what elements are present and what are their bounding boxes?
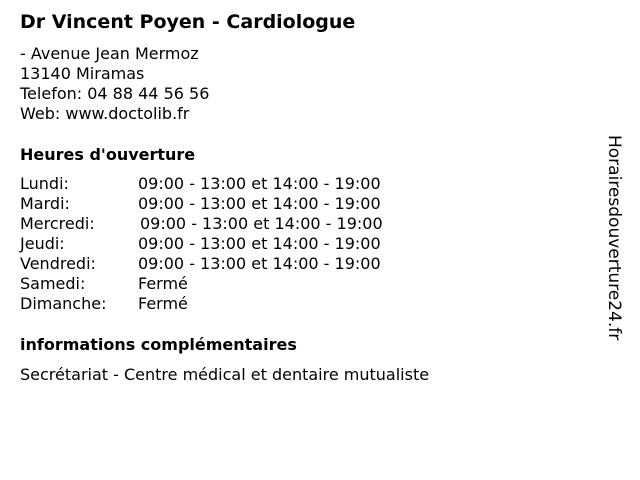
day-label: Vendredi: <box>20 254 96 273</box>
hours-value: Fermé <box>138 294 188 313</box>
day-label: Samedi: <box>20 274 86 293</box>
address-street: - Avenue Jean Mermoz <box>20 44 199 63</box>
site-watermark: Horairesdouverture24.fr <box>604 135 624 341</box>
day-label: Lundi: <box>20 174 69 193</box>
hours-value: 09:00 - 13:00 et 14:00 - 19:00 <box>138 174 381 193</box>
hours-value: 09:00 - 13:00 et 14:00 - 19:00 <box>140 214 383 233</box>
day-label: Mercredi: <box>20 214 95 233</box>
hours-value: 09:00 - 13:00 et 14:00 - 19:00 <box>138 254 381 273</box>
day-label: Mardi: <box>20 194 70 213</box>
day-label: Dimanche: <box>20 294 107 313</box>
address-city: 13140 Miramas <box>20 64 145 83</box>
address-block <box>20 44 209 124</box>
additional-info-text: Secrétariat - Centre médical et dentaire mutualiste <box>20 365 430 384</box>
hours-value: 09:00 - 13:00 et 14:00 - 19:00 <box>138 234 381 253</box>
day-label: Jeudi: <box>20 234 65 253</box>
website-line: Web: www.doctolib.fr <box>20 104 190 123</box>
hours-value: Fermé <box>138 274 188 293</box>
hours-value: 09:00 - 13:00 et 14:00 - 19:00 <box>138 194 381 213</box>
additional-info-heading: informations complémentaires <box>20 335 297 354</box>
page-title: Dr Vincent Poyen - Cardiologue <box>20 11 356 33</box>
phone-line: Telefon: 04 88 44 56 56 <box>20 84 210 103</box>
opening-hours-heading: Heures d'ouverture <box>20 145 196 164</box>
